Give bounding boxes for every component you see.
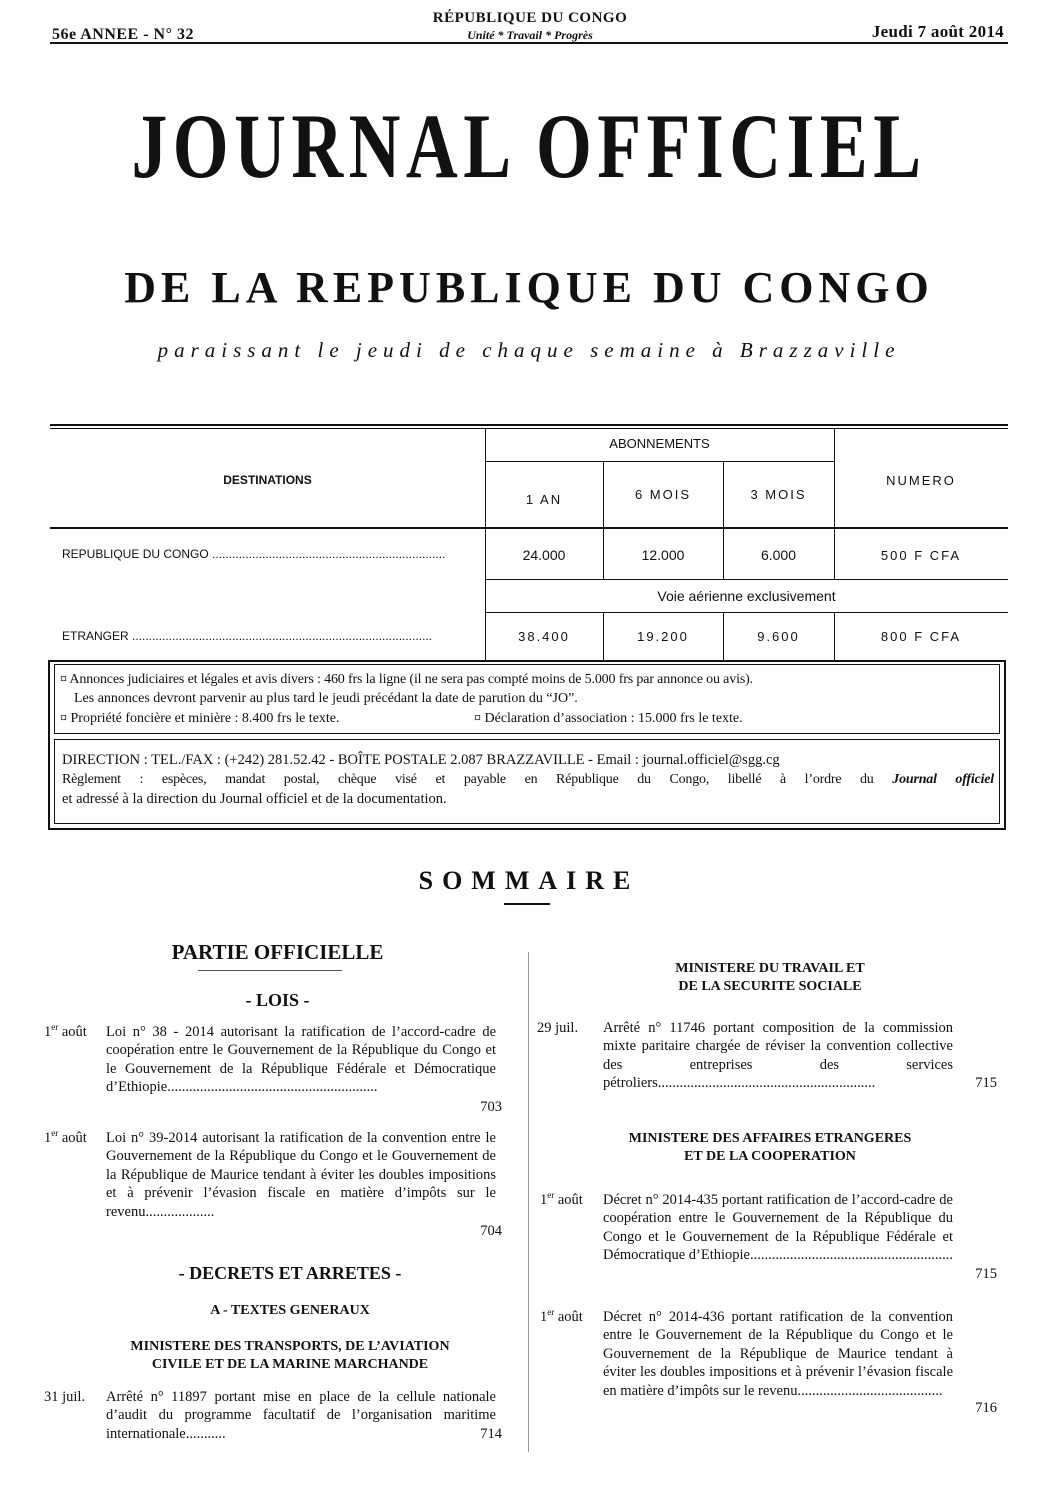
voie-aerienne: Voie aérienne exclusivement: [657, 588, 836, 604]
table-rule-top: [50, 424, 1008, 426]
col-3-mois: 3 MOIS: [750, 487, 807, 502]
sommaire-title: SOMMAIRE: [418, 866, 640, 895]
entry-text: Arrêté n° 11746 portant composition de la commission mixte paritaire chargée de réviser la convention collective des entreprises des services pétroliers............................................................: [603, 1020, 953, 1092]
table-rule-row1: [485, 579, 1008, 580]
destinations-header: DESTINATIONS: [223, 473, 312, 487]
entry-loi-38: [44, 1023, 502, 1118]
issue-number: 56e ANNEE - N° 32: [52, 26, 195, 43]
entry-date: 1er août: [540, 1307, 583, 1325]
entry-decret-436: [540, 1308, 997, 1422]
row-etranger-numero: 800 F CFA: [880, 629, 962, 644]
textes-generaux-heading: A - TEXTES GENERAUX: [210, 1303, 370, 1318]
entry-arrete-11897: [44, 1388, 502, 1446]
entry-page: 715: [975, 1075, 997, 1091]
ministere-affaires-line-1: MINISTERE DES AFFAIRES ETRANGERES: [628, 1131, 912, 1146]
annonces-line-3b: ¤ Déclaration d’association : 15.000 frs le texte.: [474, 711, 743, 726]
entry-text: Décret n° 2014-435 portant ratification de l’accord-cadre de coopération entre le Gouvernement de la République du Congo et le Gouvernement de la République Fédérale et Démocratique d’Ethiopie........................................................: [603, 1192, 953, 1264]
entry-date: 1er août: [44, 1022, 87, 1040]
entry-date: 31 juil.: [44, 1389, 86, 1405]
annonces-line-3a: ¤ Propriété foncière et minière : 8.400 frs le texte.: [60, 711, 340, 726]
row-etranger-1an: 38.400: [518, 629, 570, 644]
column-separator: [528, 952, 529, 1452]
entry-text: Loi n° 39-2014 autorisant la ratification de la convention entre le Gouvernement de la République du Congo et le Gouvernement de la République de Maurice tendant à éviter les doubles impositions et à prévenir l’évasion fiscale en matière d’impôts sur le revenu...................: [106, 1130, 496, 1220]
partie-officielle-heading: PARTIE OFFICIELLE: [171, 940, 384, 964]
row-congo-numero: 500 F CFA: [880, 548, 962, 563]
col-numero: NUMERO: [886, 473, 956, 488]
row-etranger-6mois: 19.200: [637, 629, 689, 644]
direction-line-1: DIRECTION : TEL./FAX : (+242) 281.52.42 - BOÎTE POSTALE 2.087 BRAZZAVILLE - Email : journal.officiel@sgg.cg: [62, 752, 780, 768]
table-rule-abonnements: [485, 461, 834, 462]
row-congo-6mois: 12.000: [641, 547, 685, 563]
entry-page: 704: [462, 1222, 502, 1240]
entry-date: 1er août: [540, 1190, 583, 1208]
col-1-an: 1 AN: [525, 492, 563, 507]
row-congo-1an: 24.000: [522, 547, 566, 563]
entry-page: 716: [975, 1400, 997, 1416]
ministere-travail-line-1: MINISTERE DU TRAVAIL ET: [675, 961, 865, 976]
table-rule-voie: [485, 612, 1008, 613]
entry-text: Loi n° 38 - 2014 autorisant la ratification de l’accord-cadre de coopération entre le Gouvernement de la République du Congo et le Gouvernement de la République Fédérale et Démocratique d’Ethiopie..........................................................: [106, 1024, 496, 1096]
journal-title: JOURNAL OFFICIEL: [131, 95, 927, 197]
entry-date: 1er août: [44, 1128, 87, 1146]
row-congo-destination: REPUBLIQUE DU CONGO ......................................................................: [62, 547, 446, 561]
header-center: [380, 10, 680, 43]
annonces-line-2: Les annonces devront parvenir au plus tard le jeudi précédant la date de parution du “JO”.: [74, 691, 578, 706]
table-rule-top-2: [50, 428, 1008, 429]
ministere-travail-line-2: DE LA SECURITE SOCIALE: [678, 979, 862, 994]
entry-text: Décret n° 2014-436 portant ratification de la convention entre le Gouvernement de la République du Congo et le Gouvernement de la République de Maurice tendant à éviter les doubles impositions et à prévenir l’évasion fiscale en matière d’impôts sur le revenu........................................: [603, 1309, 953, 1399]
row-etranger-3mois: 9.600: [757, 629, 800, 644]
entry-text: Arrêté n° 11897 portant mise en place de la cellule nationale d’audit du programme facultatif de l’organisation maritime internationale...........: [106, 1389, 496, 1442]
entry-decret-435: [540, 1191, 997, 1286]
table-vline-1: [485, 428, 486, 660]
entry-page: 714: [462, 1425, 502, 1443]
sommaire-rule: [504, 903, 550, 905]
entry-date: 29 juil.: [537, 1020, 579, 1036]
direction-line-3: et adressé à la direction du Journal officiel et de la documentation.: [62, 791, 447, 807]
table-rule-header: [50, 527, 1008, 529]
reglement-text: Règlement : espèces, mandat postal, chèque visé et payable en République du Congo, libellé à l’ordre du: [62, 772, 893, 787]
entry-arrete-11746: [537, 1019, 997, 1095]
republic-title: DE LA REPUBLIQUE DU CONGO: [124, 263, 934, 312]
ministere-transports-line-2: CIVILE ET DE LA MARINE MARCHANDE: [151, 1357, 429, 1372]
decrets-heading: - DECRETS ET ARRETES -: [178, 1263, 402, 1283]
entry-page: 715: [975, 1266, 997, 1282]
abonnements-header: ABONNEMENTS: [609, 436, 710, 451]
annonces-line-1: ¤ Annonces judiciaires et légales et avis divers : 460 frs la ligne (il ne sera pas compté moins de 5.000 frs par annonce ou avis).: [60, 672, 753, 687]
national-motto: Unité * Travail * Progrès: [467, 28, 593, 42]
journal-officiel-emphasis: Journal officiel: [892, 772, 994, 787]
direction-line-2: [62, 771, 994, 789]
col-6-mois: 6 MOIS: [634, 487, 692, 502]
lois-heading: - LOIS -: [245, 990, 310, 1010]
row-etranger-destination: ETRANGER ..........................................................................................: [62, 629, 433, 643]
ministere-affaires-line-2: ET DE LA COOPERATION: [684, 1149, 856, 1164]
entry-loi-39: [44, 1129, 502, 1243]
header-rule: [50, 42, 1008, 44]
issue-date: Jeudi 7 août 2014: [871, 22, 1004, 41]
country-name: RÉPUBLIQUE DU CONGO: [432, 10, 628, 26]
entry-page: 703: [462, 1098, 502, 1116]
row-congo-3mois: 6.000: [760, 547, 797, 563]
partie-underline: [198, 970, 342, 971]
tagline: paraissant le jeudi de chaque semaine à Brazzaville: [157, 338, 901, 362]
ministere-transports-line-1: MINISTERE DES TRANSPORTS, DE L’AVIATION: [130, 1339, 450, 1354]
